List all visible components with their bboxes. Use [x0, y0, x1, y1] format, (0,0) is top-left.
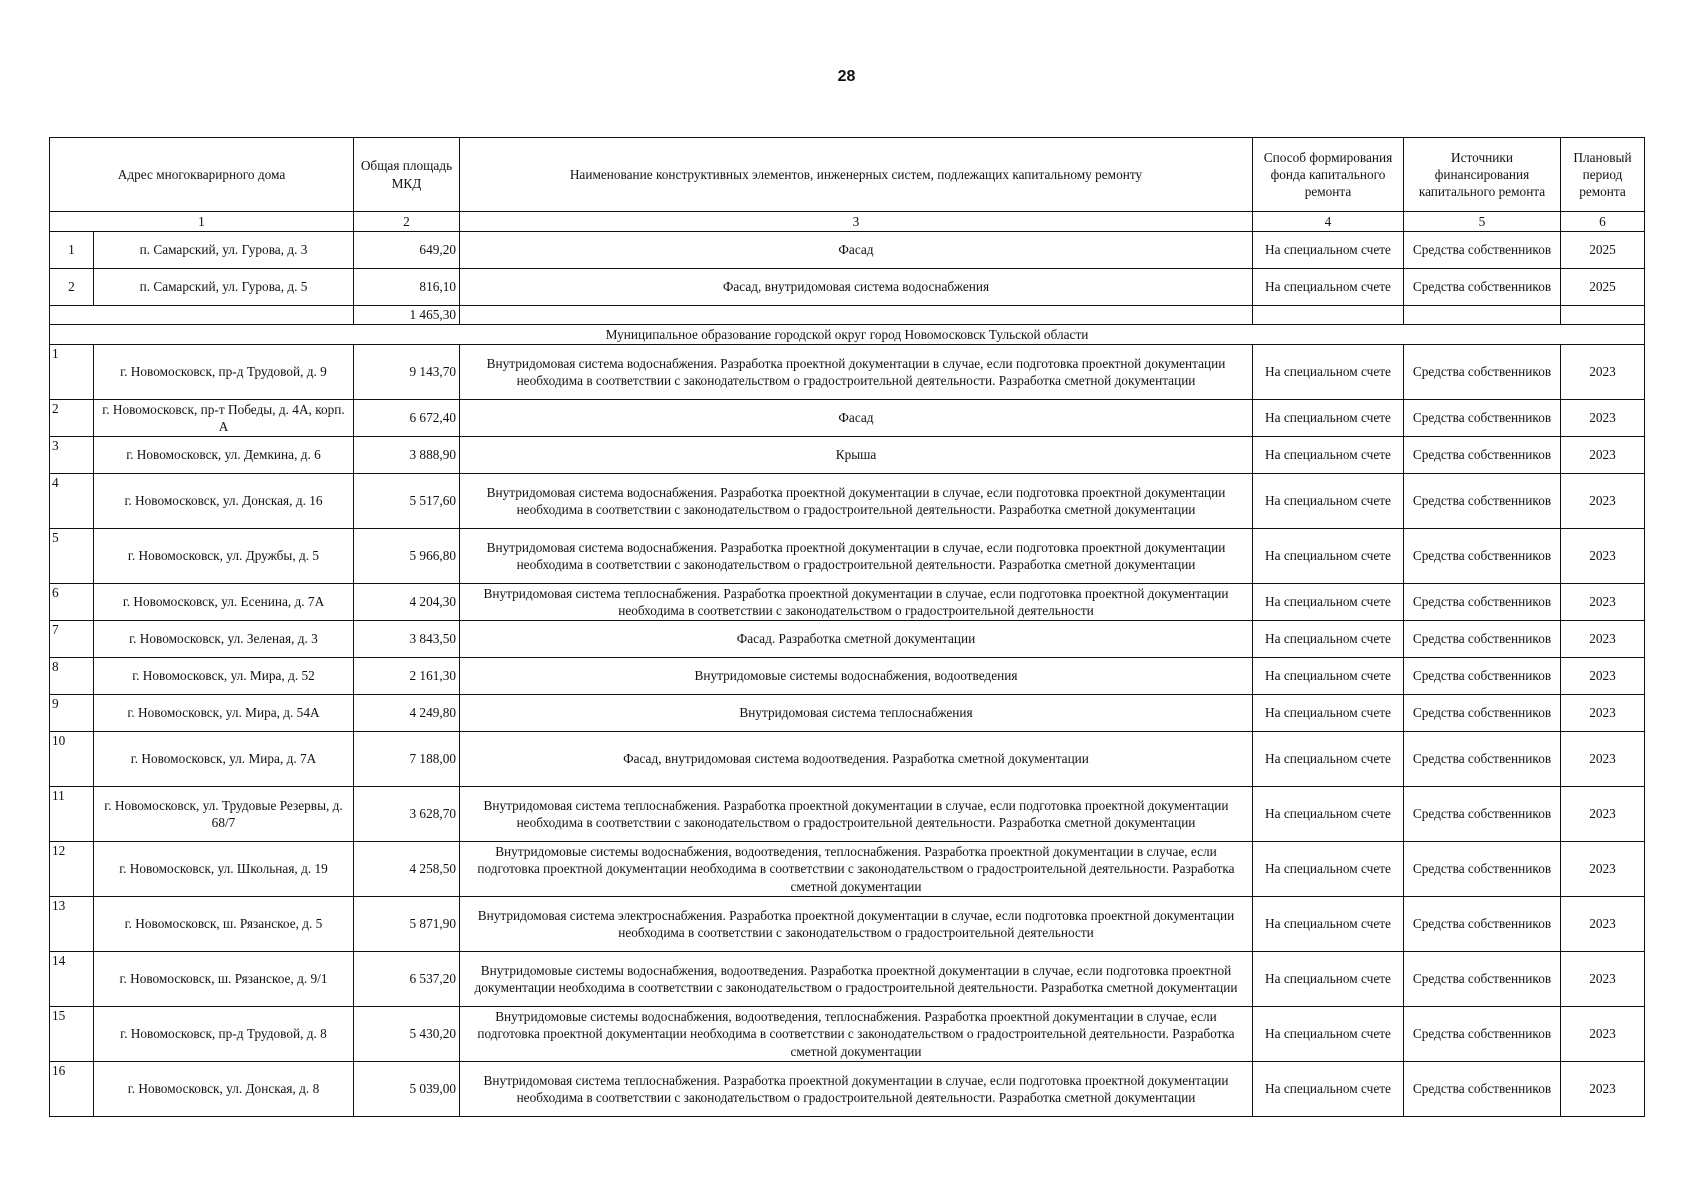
address-cell: г. Новомосковск, ул. Мира, д. 54А [94, 695, 354, 732]
year-cell: 2023 [1561, 1007, 1645, 1062]
method-cell: На специальном счете [1253, 1062, 1404, 1117]
method-cell: На специальном счете [1253, 1007, 1404, 1062]
area-cell: 6 672,40 [354, 400, 460, 437]
year-cell: 2023 [1561, 787, 1645, 842]
method-cell: На специальном счете [1253, 584, 1404, 621]
column-number: 3 [460, 212, 1253, 232]
subtotal-empty [1253, 306, 1404, 325]
table-row [50, 345, 1645, 400]
header-area: Общая площадь МКД [354, 138, 460, 212]
method-cell: На специальном счете [1253, 400, 1404, 437]
subtotal-row [50, 306, 1645, 325]
method-cell: На специальном счете [1253, 658, 1404, 695]
table-row [50, 787, 1645, 842]
section-title: Муниципальное образование городской округ город Новомосковск Тульской области [50, 325, 1645, 345]
works-cell: Внутридомовые системы водоснабжения, водоотведения, теплоснабжения. Разработка проектной документации в случае, если подготовка проектной документации необходима в соответствии с законодательством о градостроительной деятельности. Разработка сметной документации [460, 842, 1253, 897]
source-cell: Средства собственников [1404, 1007, 1561, 1062]
method-cell: На специальном счете [1253, 529, 1404, 584]
source-cell: Средства собственников [1404, 584, 1561, 621]
works-cell: Внутридомовая система электроснабжения. Разработка проектной документации в случае, если подготовка проектной документации необходима в соответствии с законодательством о градостроительной деятельности [460, 897, 1253, 952]
header-address: Адрес многокварирного дома [50, 138, 354, 212]
row-number: 9 [50, 695, 94, 732]
subtotal-empty [1561, 306, 1645, 325]
area-cell: 2 161,30 [354, 658, 460, 695]
address-cell: г. Новомосковск, ул. Донская, д. 16 [94, 474, 354, 529]
source-cell: Средства собственников [1404, 474, 1561, 529]
column-number-row [50, 212, 1645, 232]
source-cell: Средства собственников [1404, 787, 1561, 842]
method-cell: На специальном счете [1253, 345, 1404, 400]
year-cell: 2023 [1561, 658, 1645, 695]
area-cell: 5 871,90 [354, 897, 460, 952]
method-cell: На специальном счете [1253, 787, 1404, 842]
table-row [50, 1007, 1645, 1062]
works-cell: Крыша [460, 437, 1253, 474]
source-cell: Средства собственников [1404, 269, 1561, 306]
area-cell: 4 249,80 [354, 695, 460, 732]
header-period: Плановый период ремонта [1561, 138, 1645, 212]
row-number: 13 [50, 897, 94, 952]
year-cell: 2023 [1561, 345, 1645, 400]
works-cell: Фасад, внутридомовая система водоснабжения [460, 269, 1253, 306]
method-cell: На специальном счете [1253, 437, 1404, 474]
year-cell: 2023 [1561, 621, 1645, 658]
year-cell: 2023 [1561, 1062, 1645, 1117]
source-cell: Средства собственников [1404, 658, 1561, 695]
row-number: 2 [50, 269, 94, 306]
address-cell: п. Самарский, ул. Гурова, д. 5 [94, 269, 354, 306]
address-cell: г. Новомосковск, пр-т Победы, д. 4А, корп. А [94, 400, 354, 437]
method-cell: На специальном счете [1253, 897, 1404, 952]
area-cell: 3 843,50 [354, 621, 460, 658]
works-cell: Фасад. Разработка сметной документации [460, 621, 1253, 658]
area-cell: 5 039,00 [354, 1062, 460, 1117]
year-cell: 2023 [1561, 400, 1645, 437]
area-cell: 4 204,30 [354, 584, 460, 621]
table-row [50, 695, 1645, 732]
row-number: 11 [50, 787, 94, 842]
column-number: 1 [50, 212, 354, 232]
address-cell: п. Самарский, ул. Гурова, д. 3 [94, 232, 354, 269]
subtotal-empty [460, 306, 1253, 325]
capital-repair-table [49, 137, 1645, 1117]
subtotal-area: 1 465,30 [354, 306, 460, 325]
works-cell: Внутридомовая система теплоснабжения [460, 695, 1253, 732]
address-cell: г. Новомосковск, ул. Трудовые Резервы, д. 68/7 [94, 787, 354, 842]
row-number: 5 [50, 529, 94, 584]
row-number: 1 [50, 232, 94, 269]
method-cell: На специальном счете [1253, 474, 1404, 529]
year-cell: 2023 [1561, 529, 1645, 584]
table-row [50, 400, 1645, 437]
source-cell: Средства собственников [1404, 345, 1561, 400]
area-cell: 816,10 [354, 269, 460, 306]
section-row [50, 325, 1645, 345]
year-cell: 2023 [1561, 584, 1645, 621]
address-cell: г. Новомосковск, ш. Рязанское, д. 5 [94, 897, 354, 952]
address-cell: г. Новомосковск, ул. Донская, д. 8 [94, 1062, 354, 1117]
year-cell: 2025 [1561, 269, 1645, 306]
method-cell: На специальном счете [1253, 269, 1404, 306]
row-number: 7 [50, 621, 94, 658]
row-number: 8 [50, 658, 94, 695]
year-cell: 2025 [1561, 232, 1645, 269]
source-cell: Средства собственников [1404, 842, 1561, 897]
works-cell: Внутридомовые системы водоснабжения, водоотведения. Разработка проектной документации в случае, если подготовка проектной документации необходима в соответствии с законодательством о градостроительной деятельности. Разработка сметной документации [460, 952, 1253, 1007]
header-row [50, 138, 1645, 212]
source-cell: Средства собственников [1404, 1062, 1561, 1117]
method-cell: На специальном счете [1253, 732, 1404, 787]
table-row [50, 529, 1645, 584]
area-cell: 6 537,20 [354, 952, 460, 1007]
area-cell: 9 143,70 [354, 345, 460, 400]
row-number: 2 [50, 400, 94, 437]
source-cell: Средства собственников [1404, 897, 1561, 952]
table-row [50, 658, 1645, 695]
area-cell: 7 188,00 [354, 732, 460, 787]
row-number: 4 [50, 474, 94, 529]
works-cell: Внутридомовая система водоснабжения. Разработка проектной документации в случае, если подготовка проектной документации необходима в соответствии с законодательством о градостроительной деятельности. Разработка сметной документации [460, 345, 1253, 400]
header-source: Источники финансирования капитального ремонта [1404, 138, 1561, 212]
table-row [50, 1062, 1645, 1117]
table-row [50, 269, 1645, 306]
year-cell: 2023 [1561, 732, 1645, 787]
works-cell: Внутридомовая система водоснабжения. Разработка проектной документации в случае, если подготовка проектной документации необходима в соответствии с законодательством о градостроительной деятельности. Разработка сметной документации [460, 529, 1253, 584]
source-cell: Средства собственников [1404, 952, 1561, 1007]
works-cell: Внутридомовые системы водоснабжения, водоотведения [460, 658, 1253, 695]
area-cell: 4 258,50 [354, 842, 460, 897]
row-number: 14 [50, 952, 94, 1007]
source-cell: Средства собственников [1404, 437, 1561, 474]
address-cell: г. Новомосковск, ул. Школьная, д. 19 [94, 842, 354, 897]
table-row [50, 842, 1645, 897]
source-cell: Средства собственников [1404, 529, 1561, 584]
address-cell: г. Новомосковск, ул. Демкина, д. 6 [94, 437, 354, 474]
column-number: 4 [1253, 212, 1404, 232]
address-cell: г. Новомосковск, пр-д Трудовой, д. 9 [94, 345, 354, 400]
method-cell: На специальном счете [1253, 842, 1404, 897]
method-cell: На специальном счете [1253, 232, 1404, 269]
area-cell: 3 628,70 [354, 787, 460, 842]
column-number: 5 [1404, 212, 1561, 232]
year-cell: 2023 [1561, 695, 1645, 732]
address-cell: г. Новомосковск, пр-д Трудовой, д. 8 [94, 1007, 354, 1062]
source-cell: Средства собственников [1404, 621, 1561, 658]
area-cell: 3 888,90 [354, 437, 460, 474]
row-number: 12 [50, 842, 94, 897]
table-row [50, 732, 1645, 787]
table-row [50, 474, 1645, 529]
year-cell: 2023 [1561, 437, 1645, 474]
table-row [50, 952, 1645, 1007]
address-cell: г. Новомосковск, ул. Дружбы, д. 5 [94, 529, 354, 584]
works-cell: Внутридомовая система теплоснабжения. Разработка проектной документации в случае, если подготовка проектной документации необходима в соответствии с законодательством о градостроительной деятельности. Разработка сметной документации [460, 1062, 1253, 1117]
source-cell: Средства собственников [1404, 732, 1561, 787]
table-row [50, 232, 1645, 269]
address-cell: г. Новомосковск, ул. Есенина, д. 7А [94, 584, 354, 621]
works-cell: Внутридомовая система теплоснабжения. Разработка проектной документации в случае, если подготовка проектной документации необходима в соответствии с законодательством о градостроительной деятельности. Разработка сметной документации [460, 787, 1253, 842]
row-number: 1 [50, 345, 94, 400]
address-cell: г. Новомосковск, ш. Рязанское, д. 9/1 [94, 952, 354, 1007]
row-number: 10 [50, 732, 94, 787]
method-cell: На специальном счете [1253, 695, 1404, 732]
header-works: Наименование конструктивных элементов, инженерных систем, подлежащих капитальному ремонту [460, 138, 1253, 212]
row-number: 6 [50, 584, 94, 621]
table-row [50, 621, 1645, 658]
works-cell: Фасад [460, 232, 1253, 269]
year-cell: 2023 [1561, 842, 1645, 897]
area-cell: 5 517,60 [354, 474, 460, 529]
method-cell: На специальном счете [1253, 952, 1404, 1007]
area-cell: 5 430,20 [354, 1007, 460, 1062]
year-cell: 2023 [1561, 952, 1645, 1007]
year-cell: 2023 [1561, 897, 1645, 952]
works-cell: Фасад, внутридомовая система водоотведения. Разработка сметной документации [460, 732, 1253, 787]
method-cell: На специальном счете [1253, 621, 1404, 658]
row-number: 3 [50, 437, 94, 474]
source-cell: Средства собственников [1404, 400, 1561, 437]
address-cell: г. Новомосковск, ул. Мира, д. 52 [94, 658, 354, 695]
year-cell: 2023 [1561, 474, 1645, 529]
works-cell: Фасад [460, 400, 1253, 437]
row-number: 15 [50, 1007, 94, 1062]
source-cell: Средства собственников [1404, 232, 1561, 269]
row-number: 16 [50, 1062, 94, 1117]
column-number: 2 [354, 212, 460, 232]
address-cell: г. Новомосковск, ул. Зеленая, д. 3 [94, 621, 354, 658]
table-row [50, 437, 1645, 474]
column-number: 6 [1561, 212, 1645, 232]
subtotal-empty [50, 306, 354, 325]
works-cell: Внутридомовые системы водоснабжения, водоотведения, теплоснабжения. Разработка проектной документации в случае, если подготовка проектной документации необходима в соответствии с законодательством о градостроительной деятельности. Разработка сметной документации [460, 1007, 1253, 1062]
area-cell: 649,20 [354, 232, 460, 269]
table-row [50, 584, 1645, 621]
works-cell: Внутридомовая система водоснабжения. Разработка проектной документации в случае, если подготовка проектной документации необходима в соответствии с законодательством о градостроительной деятельности. Разработка сметной документации [460, 474, 1253, 529]
source-cell: Средства собственников [1404, 695, 1561, 732]
works-cell: Внутридомовая система теплоснабжения. Разработка проектной документации в случае, если подготовка проектной документации необходима в соответствии с законодательством о градостроительной деятельности [460, 584, 1253, 621]
area-cell: 5 966,80 [354, 529, 460, 584]
page-number: 28 [837, 68, 856, 85]
table-row [50, 897, 1645, 952]
address-cell: г. Новомосковск, ул. Мира, д. 7А [94, 732, 354, 787]
header-method: Способ формирования фонда капитального ремонта [1253, 138, 1404, 212]
subtotal-empty [1404, 306, 1561, 325]
